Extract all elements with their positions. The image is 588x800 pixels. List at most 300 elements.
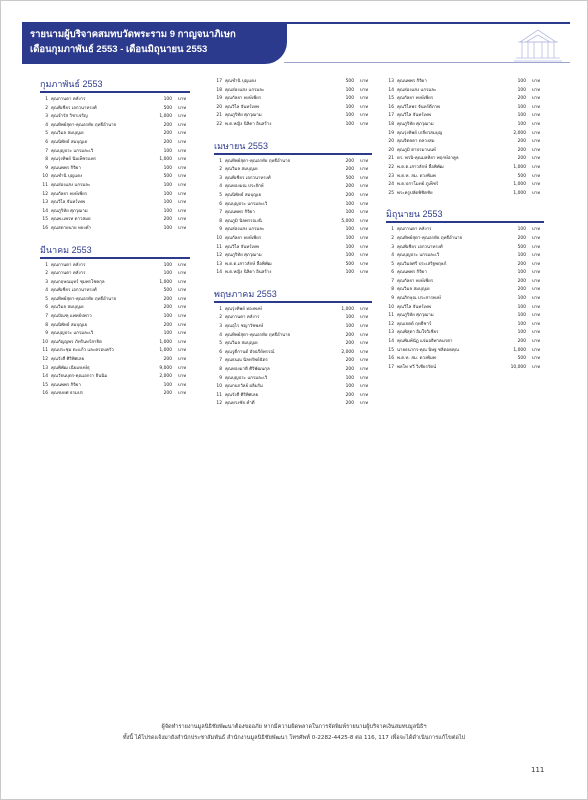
currency-unit: บาท bbox=[360, 201, 369, 207]
donor-number: 19 bbox=[216, 96, 222, 102]
header-title-line1: รายนามผู้บริจาคสมทบวัดพระราม 9 กาญจนาภิเษก bbox=[30, 29, 236, 40]
donor-number: 4 bbox=[45, 288, 48, 294]
donor-number: 20 bbox=[388, 147, 394, 153]
currency-unit: บาท bbox=[532, 156, 541, 162]
donor-name: คุณนิพัทธ์ สมบุญเย bbox=[51, 322, 88, 328]
donor-number: 8 bbox=[45, 322, 48, 328]
donor-row bbox=[214, 78, 372, 87]
donor-name: คุณทิพย์สุดา-คุณอรทัย ฤทธิ์อำนาจ bbox=[397, 235, 463, 241]
currency-unit: บาท bbox=[178, 339, 187, 345]
donor-name: คุณส่องแสง แกรมละ bbox=[397, 87, 437, 93]
donor-name: คุณวิมลศรี ประเสริฐพฤษภ์ bbox=[397, 261, 447, 267]
donor-row bbox=[386, 181, 544, 190]
currency-unit: บาท bbox=[360, 349, 369, 355]
donor-row bbox=[40, 139, 190, 148]
currency-unit: บาท bbox=[178, 139, 187, 145]
donor-number: 1 bbox=[219, 306, 222, 312]
donor-name: คุณวิไลพร จันทร์ดีภาพ bbox=[397, 104, 440, 110]
donation-amount: 100 bbox=[517, 253, 526, 259]
month-heading: มีนาคม 2553 bbox=[40, 244, 190, 259]
month-section bbox=[40, 78, 190, 234]
donor-name: คุณภูริทัย ศุภวุฒาม bbox=[225, 253, 262, 259]
donor-name: คุณชำนิ บุญแดง bbox=[225, 79, 257, 84]
donor-row bbox=[40, 199, 190, 208]
donor-number: 7 bbox=[45, 148, 48, 154]
donor-number: 23 bbox=[388, 173, 394, 179]
donation-amount: 100 bbox=[345, 270, 354, 276]
currency-unit: บาท bbox=[360, 375, 369, 381]
donor-number: 7 bbox=[219, 210, 222, 216]
donor-row bbox=[40, 262, 190, 271]
donation-amount: 200 bbox=[163, 357, 172, 363]
donor-name: คุณพิสุดา อิ่มใจวิเชียร bbox=[397, 330, 439, 336]
donation-amount: 100 bbox=[163, 182, 172, 188]
currency-unit: บาท bbox=[360, 261, 369, 267]
donor-row bbox=[40, 382, 190, 391]
donor-name: คุณนพพร กิจิยา bbox=[225, 210, 255, 216]
donor-number: 8 bbox=[219, 218, 222, 224]
donation-amount: 500 bbox=[345, 175, 354, 181]
donor-row bbox=[386, 364, 544, 373]
currency-unit: บาท bbox=[532, 321, 541, 327]
donor-number: 21 bbox=[388, 156, 394, 162]
donor-name: คุณกัลยา พงษ์เพียร bbox=[225, 96, 262, 102]
donor-number: 10 bbox=[42, 174, 48, 180]
donation-amount: 1,000 bbox=[159, 348, 172, 354]
donor-name: คุณพิเชียร เอกวนาทรงศ์ bbox=[51, 105, 97, 111]
donation-amount: 200 bbox=[517, 287, 526, 293]
donation-amount: 200 bbox=[345, 192, 354, 198]
donor-name: คุณนิพัทธ์ สมบุญเย bbox=[51, 139, 88, 145]
header-rule-lower bbox=[284, 62, 570, 63]
donation-amount: 100 bbox=[345, 227, 354, 233]
donor-name: คุณวิมล สมบุญเย bbox=[397, 287, 430, 293]
donation-amount: 500 bbox=[163, 288, 172, 294]
donor-row bbox=[214, 235, 372, 244]
currency-unit: บาท bbox=[178, 348, 187, 354]
currency-unit: บาท bbox=[360, 392, 369, 398]
currency-unit: บาท bbox=[178, 165, 187, 171]
currency-unit: บาท bbox=[178, 131, 187, 137]
donor-number: 8 bbox=[219, 367, 222, 373]
donation-amount: 100 bbox=[345, 244, 354, 250]
donor-row bbox=[386, 235, 544, 244]
currency-unit: บาท bbox=[532, 347, 541, 353]
donor-name: คุณภูริทัย ศุภวุฒาม bbox=[397, 313, 434, 319]
donor-number: 22 bbox=[216, 121, 222, 127]
currency-unit: บาท bbox=[532, 227, 541, 233]
donor-name: คุณวิไล จันทร์เทพ bbox=[225, 104, 259, 110]
donation-amount: 100 bbox=[517, 270, 526, 276]
donation-amount: 1,000 bbox=[513, 164, 526, 170]
currency-unit: บาท bbox=[178, 114, 187, 120]
donation-amount: 200 bbox=[163, 131, 172, 137]
donation-amount: 100 bbox=[345, 96, 354, 102]
donor-row bbox=[214, 340, 372, 349]
currency-unit: บาท bbox=[178, 191, 187, 197]
donor-number: 4 bbox=[45, 122, 48, 128]
donor-name: พ.ต.ท. สม. ดวงพิมพ bbox=[397, 173, 436, 179]
donation-amount: 200 bbox=[163, 305, 172, 311]
donor-row bbox=[214, 87, 372, 96]
donor-name: คุณกนกวัลย์ ผลิมรัม bbox=[225, 384, 263, 390]
header-title bbox=[30, 27, 236, 57]
month-section bbox=[214, 288, 372, 409]
donor-row bbox=[40, 156, 190, 165]
donor-number: 11 bbox=[216, 244, 222, 250]
donor-number: 7 bbox=[391, 278, 394, 284]
donor-number: 7 bbox=[45, 314, 48, 320]
donor-number: 22 bbox=[388, 164, 394, 170]
donor-name: พลโท ทวี วิเชียรรัตน์ bbox=[397, 364, 437, 370]
donor-row bbox=[386, 121, 544, 130]
donor-name: คุณทองมาติ ศิริพัฒนกุล bbox=[225, 367, 270, 373]
donor-row bbox=[386, 155, 544, 164]
donor-number: 11 bbox=[216, 392, 222, 398]
donation-amount: 100 bbox=[517, 79, 526, 84]
donor-name: คุณภูริทัย ศุภวุฒาม bbox=[397, 121, 434, 127]
month-heading: กุมภาพันธ์ 2553 bbox=[40, 78, 190, 93]
donor-row bbox=[40, 356, 190, 365]
donation-amount: 200 bbox=[345, 158, 354, 164]
currency-unit: บาท bbox=[178, 357, 187, 363]
currency-unit: บาท bbox=[360, 270, 369, 276]
donor-row bbox=[40, 287, 190, 296]
donor-row bbox=[386, 278, 544, 287]
donor-row bbox=[40, 279, 190, 288]
currency-unit: บาท bbox=[360, 358, 369, 364]
donation-amount: 100 bbox=[345, 235, 354, 241]
donation-amount: 200 bbox=[345, 184, 354, 190]
donor-number: 17 bbox=[388, 364, 394, 370]
donor-number: 2 bbox=[45, 271, 48, 277]
donor-number: 10 bbox=[216, 384, 222, 390]
donor-row bbox=[40, 105, 190, 114]
donor-row bbox=[214, 192, 372, 201]
donor-row bbox=[40, 191, 190, 200]
donor-name: คุณวิไล จันทร์เทพ bbox=[51, 200, 85, 206]
donor-row bbox=[214, 392, 372, 401]
currency-unit: บาท bbox=[360, 244, 369, 250]
donor-number: 10 bbox=[388, 304, 394, 310]
donor-name: คุณพิเชียร เอกวนาทรงศ์ bbox=[397, 244, 443, 250]
currency-unit: บาท bbox=[178, 225, 187, 231]
donor-row bbox=[386, 286, 544, 295]
donor-name: คุณจิตลดา ดลวงสม bbox=[397, 139, 435, 145]
currency-unit: บาท bbox=[178, 322, 187, 328]
donation-amount: 100 bbox=[517, 321, 526, 327]
currency-unit: บาท bbox=[178, 391, 187, 397]
currency-unit: บาท bbox=[360, 306, 369, 312]
donor-number: 14 bbox=[216, 270, 222, 276]
donor-name: คุณทองมณ ประจักษ์ bbox=[225, 184, 264, 190]
donor-number: 8 bbox=[45, 157, 48, 163]
donor-name: คุณทิพย์สุดา-คุณอรทัย ฤทธิ์อำนาจ bbox=[51, 296, 117, 302]
donor-name: คุณรังสี ศิริพิศเลย bbox=[51, 357, 85, 363]
donor-row bbox=[214, 269, 372, 278]
donor-row bbox=[386, 261, 544, 270]
donation-amount: 200 bbox=[163, 139, 172, 145]
donation-amount: 100 bbox=[345, 324, 354, 330]
donor-row bbox=[214, 104, 372, 113]
donation-amount: 100 bbox=[163, 165, 172, 171]
donor-number: 11 bbox=[42, 348, 48, 354]
currency-unit: บาท bbox=[360, 192, 369, 198]
donor-number: 17 bbox=[388, 113, 394, 119]
donor-row bbox=[386, 338, 544, 347]
donor-number: 2 bbox=[219, 167, 222, 173]
donor-name: คุณทิพย์สุดา-คุณอรทัย ฤทธิ์อำนาจ bbox=[51, 122, 117, 128]
currency-unit: บาท bbox=[360, 253, 369, 259]
donor-number: 5 bbox=[219, 192, 222, 198]
donor-name: คุณนพพร กิจิยา bbox=[51, 165, 81, 171]
currency-unit: บาท bbox=[360, 401, 369, 407]
currency-unit: บาท bbox=[532, 278, 541, 284]
donation-amount: 10,000 bbox=[510, 364, 526, 370]
currency-unit: บาท bbox=[360, 87, 369, 93]
donor-name: คุณวิไล จันทร์เทพ bbox=[225, 244, 259, 250]
currency-unit: บาท bbox=[532, 190, 541, 196]
donor-number: 16 bbox=[388, 104, 394, 110]
donation-amount: 200 bbox=[163, 391, 172, 397]
currency-unit: บาท bbox=[360, 341, 369, 347]
column-1 bbox=[40, 78, 190, 409]
currency-unit: บาท bbox=[178, 271, 187, 277]
donation-amount: 100 bbox=[345, 253, 354, 259]
donation-amount: 100 bbox=[517, 87, 526, 93]
month-section bbox=[214, 140, 372, 278]
donation-amount: 100 bbox=[163, 148, 172, 154]
donor-row bbox=[386, 112, 544, 121]
donor-number: 14 bbox=[388, 87, 394, 93]
currency-unit: บาท bbox=[178, 314, 187, 320]
currency-unit: บาท bbox=[360, 104, 369, 110]
donation-amount: 100 bbox=[163, 208, 172, 214]
donor-row bbox=[386, 164, 544, 173]
donor-row bbox=[40, 122, 190, 131]
donation-amount: 2,000 bbox=[513, 130, 526, 136]
donation-amount: 200 bbox=[345, 392, 354, 398]
donation-amount: 100 bbox=[517, 227, 526, 233]
donor-number: 13 bbox=[388, 79, 394, 84]
donor-number: 1 bbox=[391, 227, 394, 233]
donor-name: พ.ต.ปกาโมทย์ ภูเพ็ชร์ bbox=[397, 182, 439, 188]
donor-row bbox=[214, 323, 372, 332]
donor-number: 25 bbox=[388, 190, 394, 196]
currency-unit: บาท bbox=[178, 279, 187, 285]
donation-amount: 100 bbox=[163, 271, 172, 277]
donor-number: 6 bbox=[219, 349, 222, 355]
donation-amount: 200 bbox=[517, 278, 526, 284]
donor-number: 3 bbox=[219, 175, 222, 181]
donor-number: 4 bbox=[219, 184, 222, 190]
donation-amount: 100 bbox=[517, 104, 526, 110]
donor-row bbox=[386, 87, 544, 96]
donation-amount: 200 bbox=[345, 358, 354, 364]
donor-name: คุณธนณ นิลทรัพย์ฉัตร bbox=[225, 358, 268, 364]
column-3 bbox=[386, 78, 544, 382]
donation-amount: 100 bbox=[345, 113, 354, 119]
donor-number: 3 bbox=[45, 114, 48, 120]
donation-amount: 100 bbox=[345, 121, 354, 127]
donation-amount: 500 bbox=[345, 261, 354, 267]
donor-number: 11 bbox=[388, 313, 394, 319]
donation-amount: 100 bbox=[345, 210, 354, 216]
donor-row bbox=[214, 112, 372, 121]
donor-name: คุณกฤษณมุทร์ ชุมพรโชคกุล bbox=[51, 279, 105, 285]
donor-number: 14 bbox=[388, 339, 394, 345]
donor-name: คุณนพพร กิจิยา bbox=[397, 270, 427, 276]
donor-number: 24 bbox=[388, 182, 394, 188]
donation-amount: 100 bbox=[345, 87, 354, 93]
donation-amount: 1,000 bbox=[341, 306, 354, 312]
donor-number: 12 bbox=[388, 321, 394, 327]
month-section bbox=[386, 208, 544, 372]
currency-unit: บาท bbox=[360, 210, 369, 216]
currency-unit: บาท bbox=[532, 87, 541, 93]
donor-number: 18 bbox=[388, 121, 394, 127]
donor-number: 6 bbox=[45, 139, 48, 145]
donor-number: 3 bbox=[391, 244, 394, 250]
currency-unit: บาท bbox=[360, 332, 369, 338]
currency-unit: บาท bbox=[360, 167, 369, 173]
donation-amount: 200 bbox=[517, 156, 526, 162]
currency-unit: บาท bbox=[532, 313, 541, 319]
donor-name: คุณกัญญพร ภัทรินทร์สาธิต bbox=[51, 339, 102, 345]
donor-name: พระครูปลัดพิชิตชัย bbox=[397, 190, 433, 196]
donor-number: 12 bbox=[216, 401, 222, 407]
donor-number: 14 bbox=[42, 374, 48, 380]
header-title-line2: เดือนกุมภาพันธ์ 2553 - เดือนมิถุนายน 2553 bbox=[30, 44, 208, 55]
donor-number: 4 bbox=[391, 253, 394, 259]
donor-name: คุณอุไร ชญาวัชพงษ์ bbox=[225, 324, 264, 330]
donor-number: 17 bbox=[216, 79, 222, 84]
donor-row bbox=[386, 244, 544, 253]
donation-amount: 100 bbox=[163, 262, 172, 268]
donor-number: 3 bbox=[45, 279, 48, 285]
donor-name: คุณภูมิ นิลพรรณงนิ bbox=[225, 218, 262, 224]
donor-row bbox=[386, 329, 544, 338]
donor-name: คุณทิพย์สุดา-คุณอรทัย ฤทธิ์อำนาจ bbox=[225, 158, 291, 164]
currency-unit: บาท bbox=[178, 305, 187, 311]
donor-number: 18 bbox=[216, 87, 222, 93]
donor-number: 19 bbox=[388, 130, 394, 136]
donor-row bbox=[214, 166, 372, 175]
donor-row bbox=[40, 390, 190, 399]
currency-unit: บาท bbox=[532, 339, 541, 345]
donor-name: คุณกัลยา พงษ์เพียร bbox=[225, 235, 262, 241]
donor-name: คุณบุญประ แกรมละเวิ bbox=[397, 253, 440, 259]
donor-name: คุณพิเชียร เอกวนาทรงศ์ bbox=[51, 288, 97, 294]
donor-name: คุณบุญประ แกรมละเวิ bbox=[225, 201, 268, 207]
currency-unit: บาท bbox=[178, 157, 187, 163]
currency-unit: บาท bbox=[178, 97, 187, 102]
donation-amount: 200 bbox=[163, 217, 172, 223]
donor-name: คุณรุ่งทิพย์ นิ่มเพ็ชรแพร bbox=[51, 157, 96, 163]
currency-unit: บาท bbox=[178, 288, 187, 294]
donor-row bbox=[386, 226, 544, 235]
currency-unit: บาท bbox=[360, 218, 369, 224]
donor-number: 2 bbox=[45, 105, 48, 111]
donor-row bbox=[214, 261, 372, 270]
donor-row bbox=[214, 366, 372, 375]
month-heading: พฤษภาคม 2553 bbox=[214, 288, 372, 303]
currency-unit: บาท bbox=[360, 315, 369, 321]
donor-number: 3 bbox=[219, 324, 222, 330]
currency-unit: บาท bbox=[178, 374, 187, 380]
donor-row bbox=[214, 209, 372, 218]
currency-unit: บาท bbox=[360, 113, 369, 119]
donor-name: คุณภูริทัย ศุภวุฒาม bbox=[51, 208, 88, 214]
donor-name: คุณเจตต์ ฤทธิ์ชาร์ bbox=[397, 321, 432, 327]
donor-number: 15 bbox=[388, 347, 394, 353]
donor-name: คุณพิเชียร เอกวนาทรงศ์ bbox=[225, 175, 271, 181]
donor-name: คุณวิมล สมบุญเย bbox=[225, 341, 258, 347]
donor-name: คุณนพพร กิจิยา bbox=[397, 79, 427, 84]
donor-row bbox=[386, 173, 544, 182]
donation-amount: 500 bbox=[163, 105, 172, 111]
donor-row bbox=[214, 244, 372, 253]
donor-row bbox=[40, 173, 190, 182]
currency-unit: บาท bbox=[178, 105, 187, 111]
currency-unit: บาท bbox=[178, 182, 187, 188]
donor-number: 13 bbox=[388, 330, 394, 336]
donor-row bbox=[214, 183, 372, 192]
donor-row bbox=[40, 165, 190, 174]
donor-name: คุณชงยศ ธรมปร bbox=[51, 391, 83, 397]
month-heading: เมษายน 2553 bbox=[214, 140, 372, 155]
donation-amount: 5,000 bbox=[341, 218, 354, 224]
donor-number: 9 bbox=[45, 331, 48, 337]
donor-row bbox=[214, 121, 372, 130]
donor-name: คุณภิกษุณ ประสารพงษ์ bbox=[397, 296, 441, 302]
donor-number: 14 bbox=[42, 208, 48, 214]
donor-row bbox=[214, 400, 372, 409]
donor-number: 9 bbox=[219, 375, 222, 381]
header-rule bbox=[272, 22, 570, 24]
currency-unit: บาท bbox=[532, 261, 541, 267]
donor-name: คุณกัลยา พงษ์เพียร bbox=[397, 278, 434, 284]
donor-number: 20 bbox=[388, 139, 394, 145]
donation-amount: 100 bbox=[345, 375, 354, 381]
donor-name: คุณภูริทัย ศุภวุฒาม bbox=[225, 113, 262, 119]
donor-number: 2 bbox=[219, 315, 222, 321]
currency-unit: บาท bbox=[532, 79, 541, 84]
donation-amount: 2,000 bbox=[341, 349, 354, 355]
donation-amount: 1,000 bbox=[159, 339, 172, 345]
donor-name: พ.ต.หญิง นิลิดา อินสร้าง bbox=[225, 121, 272, 127]
donation-amount: 500 bbox=[517, 356, 526, 362]
currency-unit: บาท bbox=[360, 184, 369, 190]
donor-row bbox=[386, 295, 544, 304]
currency-unit: บาท bbox=[532, 147, 541, 153]
donor-row bbox=[40, 182, 190, 191]
donor-name: คุณบุญประ แกรมละเวิ bbox=[51, 331, 94, 337]
donor-number: 15 bbox=[388, 96, 394, 102]
donor-number: 8 bbox=[391, 287, 394, 293]
donor-name: คุณจำรัส วิชาเจริญ bbox=[51, 114, 88, 120]
donor-row bbox=[214, 375, 372, 384]
donor-name: ดร. พรนิ-คุณมลทิยา พฤกษ์อาคูล bbox=[397, 156, 459, 162]
donation-amount: 100 bbox=[163, 225, 172, 231]
donor-number: 9 bbox=[391, 296, 394, 302]
donor-row bbox=[214, 349, 372, 358]
donor-name: คุณบุญประ แกรมละเวิ bbox=[51, 148, 94, 154]
currency-unit: บาท bbox=[360, 158, 369, 164]
donor-name: คุณกานดา คลังาร bbox=[225, 315, 260, 321]
donation-amount: 500 bbox=[163, 174, 172, 180]
currency-unit: บาท bbox=[178, 331, 187, 337]
